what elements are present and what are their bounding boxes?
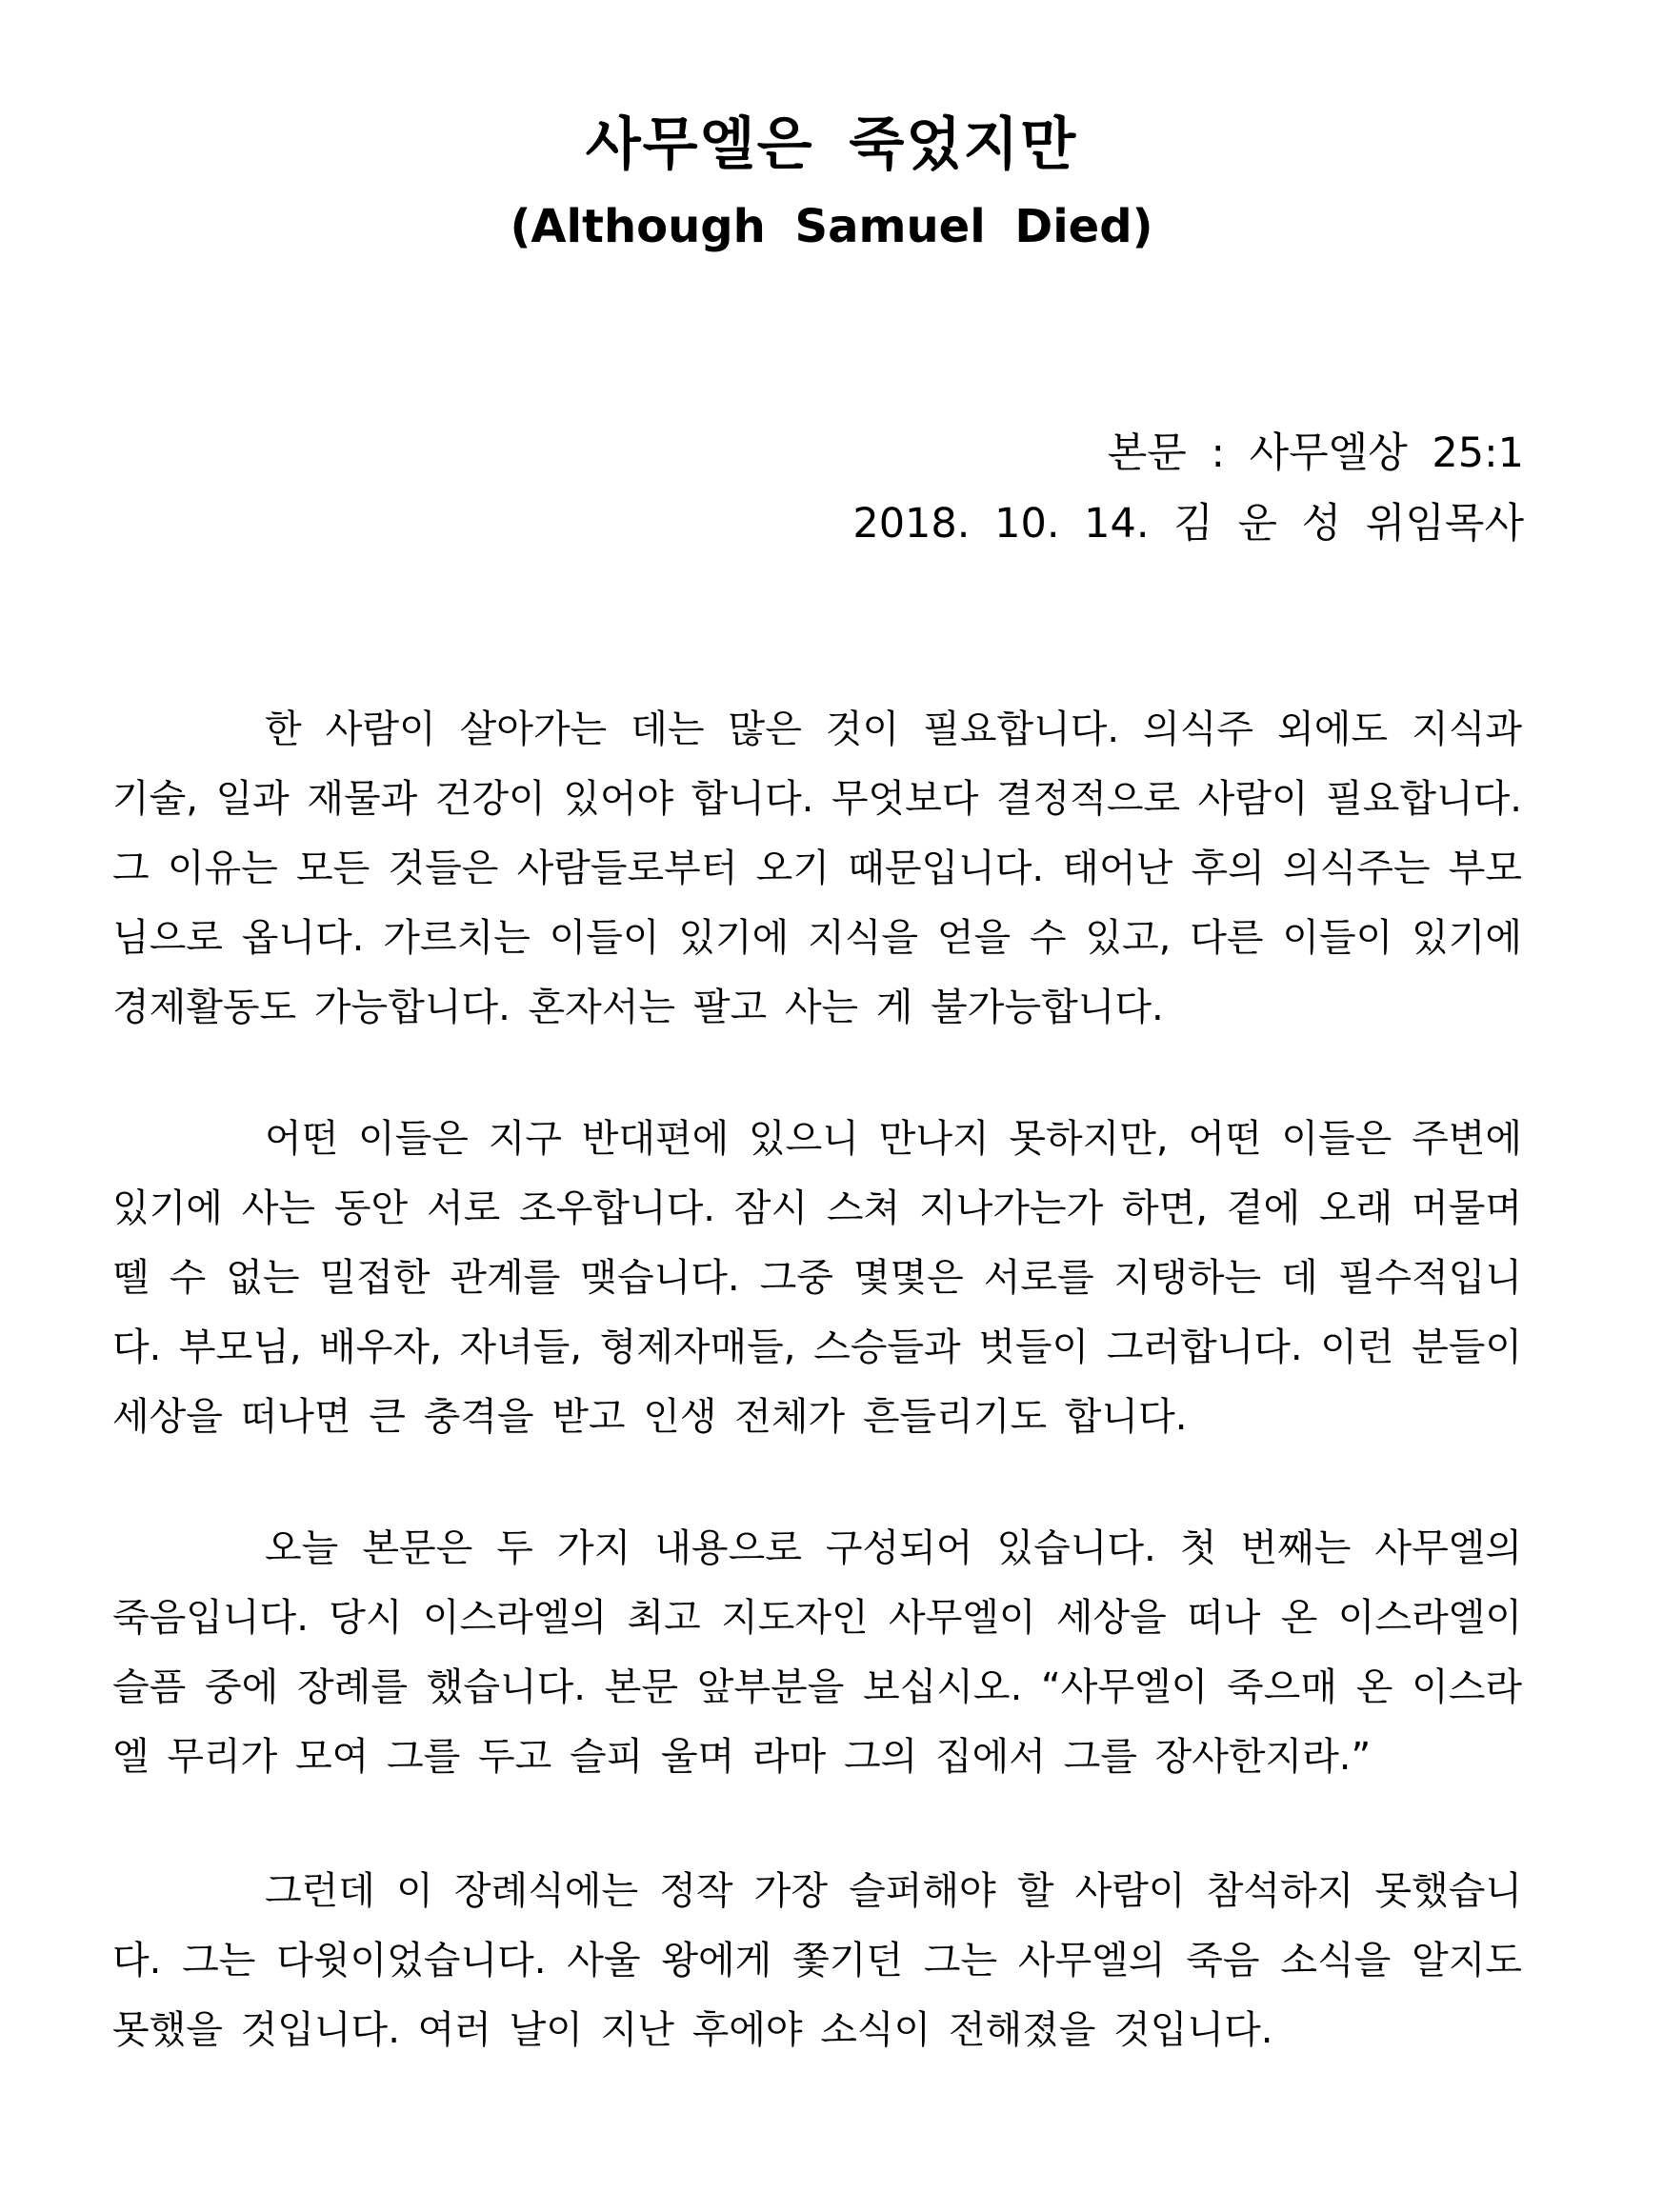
paragraph-line: 오늘 본문은 두 가지 내용으로 구성되어 있습니다. 첫 번째는 사무엘의 xyxy=(265,1526,1522,1570)
paragraph-line: 님으로 옵니다. 가르치는 이들이 있기에 지식을 얻을 수 있고, 다른 이들이 있기에 xyxy=(112,916,1522,960)
paragraph xyxy=(112,1514,1522,1792)
paragraph-line: 기술, 일과 재물과 건강이 있어야 합니다. 무엇보다 결정적으로 사람이 필요합니다. xyxy=(112,777,1522,821)
paragraph-line: 슬픔 중에 장례를 했습니다. 본문 앞부분을 보십시오. “사무엘이 죽으매 온 이스라 xyxy=(112,1665,1522,1709)
paragraph-line: 엘 무리가 모여 그를 두고 슬피 울며 라마 그의 집에서 그를 장사한지라.” xyxy=(112,1735,1372,1779)
paragraph-line: 있기에 사는 동안 서로 조우합니다. 잠시 스쳐 지나가는가 하면, 곁에 오래 머물며 xyxy=(112,1186,1522,1230)
sermon-title: 사무엘은 죽었지만 xyxy=(585,111,1078,178)
paragraph-line: 그런데 이 장례식에는 정작 가장 슬퍼해야 할 사람이 참석하지 못했습니 xyxy=(265,1869,1522,1913)
paragraph-line: 경제활동도 가능합니다. 혼자서는 팔고 사는 게 불가능합니다. xyxy=(112,986,1164,1029)
paragraph-line: 세상을 떠나면 큰 충격을 받고 인생 전체가 흔들리기도 합니다. xyxy=(112,1395,1188,1439)
paragraph-line: 못했을 것입니다. 여러 날이 지난 후에야 소식이 전해졌을 것입니다. xyxy=(112,2008,1273,2052)
paragraph xyxy=(112,695,1522,1043)
date-and-author: 2018. 10. 14. 김 운 성 위임목사 xyxy=(852,500,1524,548)
paragraph-line: 한 사람이 살아가는 데는 많은 것이 필요합니다. 의식주 외에도 지식과 xyxy=(265,707,1522,751)
scripture-reference: 본문 : 사무엘상 25:1 xyxy=(1107,429,1524,477)
paragraph-line: 뗄 수 없는 밀접한 관계를 맺습니다. 그중 몇몇은 서로를 지탱하는 데 필수적입니 xyxy=(112,1256,1522,1300)
paragraph xyxy=(112,1857,1522,2065)
paragraph xyxy=(112,1105,1522,1452)
paragraph-line: 어떤 이들은 지구 반대편에 있으니 만나지 못하지만, 어떤 이들은 주변에 xyxy=(265,1117,1522,1161)
paragraph-line: 죽음입니다. 당시 이스라엘의 최고 지도자인 사무엘이 세상을 떠나 온 이스라엘이 xyxy=(112,1596,1522,1640)
paragraph-line: 다. 부모님, 배우자, 자녀들, 형제자매들, 스승들과 벗들이 그러합니다. 이런 분들이 xyxy=(112,1325,1522,1369)
paragraph-line: 다. 그는 다윗이었습니다. 사울 왕에게 쫓기던 그는 사무엘의 죽음 소식을 알지도 xyxy=(112,1939,1522,1983)
sermon-title-english: (Although Samuel Died) xyxy=(510,200,1153,253)
paragraph-line: 그 이유는 모든 것들은 사람들로부터 오기 때문입니다. 태어난 후의 의식주는 부모 xyxy=(112,847,1522,890)
